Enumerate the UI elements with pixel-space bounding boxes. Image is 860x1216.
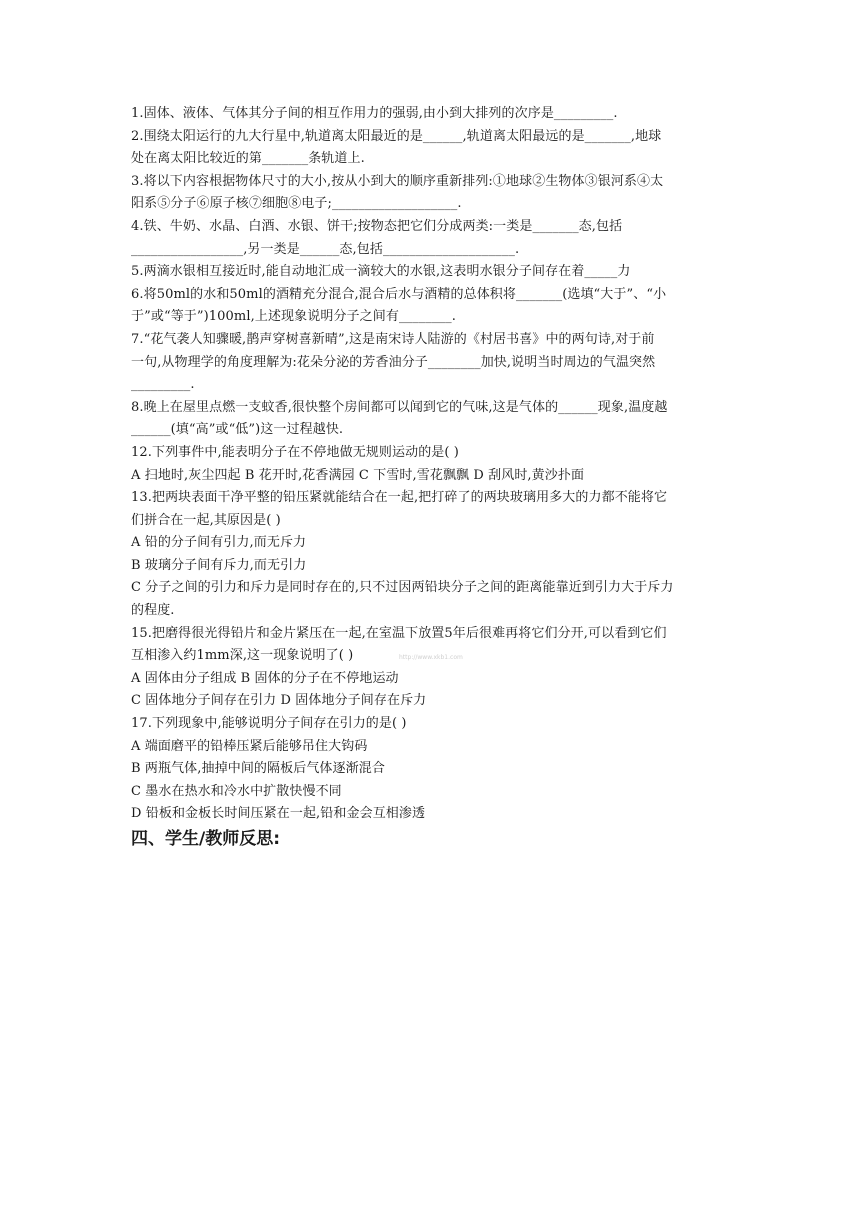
question-17-option-b: B 两瓶气体,抽掉中间的隔板后气体逐渐混合 [131, 761, 385, 777]
worksheet [131, 103, 731, 851]
question-8-line: 8.晚上在屋里点燃一支蚊香,很快整个房间都可以闻到它的气味,这是气体的______现象,温度越 [131, 399, 668, 415]
question-17-option-c: C 墨水在热水和冷水中扩散快慢不同 [131, 783, 342, 799]
question-2-line: 2.围绕太阳运行的九大行星中,轨道离太阳最近的是______,轨道离太阳最远的是_______,地球 [131, 128, 662, 144]
question-13-option-c: 的程度. [131, 603, 175, 619]
question-4-line: 4.铁、牛奶、水晶、白酒、水银、饼干;按物态把它们分成两类:一类是_______态,包括 [131, 218, 623, 234]
question-5-line: 5.两滴水银相互接近时,能自动地汇成一滴较大的水银,这表明水银分子间存在着_____力 [131, 264, 631, 280]
question-12-options: A 扫地时,灰尘四起 B 花开时,花香满园 C 下雪时,雪花飘飘 D 刮风时,黄沙扑面 [131, 467, 585, 483]
question-13-option-a: A 铅的分子间有引力,而无斥力 [131, 535, 307, 551]
question-13-option-c: C 分子之间的引力和斥力是同时存在的,只不过因两铅块分子之间的距离能靠近到引力大于斥力 [131, 580, 674, 596]
question-1-line: 1.固体、液体、气体其分子间的相互作用力的强弱,由小到大排列的次序是_________. [131, 106, 618, 121]
question-6-line: 6.将50ml的水和50ml的酒精充分混合,混合后水与酒精的总体积将_______(选填“大于”、“小 [131, 286, 667, 302]
question-13-stem: 13.把两块表面干净平整的铅压紧就能结合在一起,把打碎了的两块玻璃用多大的力都不能将它 [131, 490, 668, 506]
question-4-line: _________________,另一类是______态,包括____________________. [131, 241, 520, 257]
question-13-option-b: B 玻璃分子间有斥力,而无引力 [131, 557, 307, 573]
question-15-stem: 互相渗入约1mm深,这一现象说明了( ) [131, 648, 354, 664]
question-6-line: 于”或“等于”)100ml,上述现象说明分子之间有________. [131, 309, 456, 325]
question-7-line: _________. [131, 377, 195, 393]
section-heading: 四、学生/教师反思: [131, 829, 281, 849]
question-2-line: 处在离太阳比较近的第_______条轨道上. [131, 151, 365, 167]
question-13-stem: 们拼合在一起,其原因是( ) [131, 512, 281, 528]
question-17-stem: 17.下列现象中,能够说明分子间存在引力的是( ) [131, 716, 407, 732]
question-7-line: 一句,从物理学的角度理解为:花朵分泌的芳香油分子________加快,说明当时周边的气温突然 [131, 354, 656, 370]
question-12-stem: 12.下列事件中,能表明分子在不停地做无规则运动的是( ) [131, 444, 459, 460]
question-7-line: 7.“花气袭人知骤暖,鹊声穿树喜新晴”,这是南宋诗人陆游的《村居书喜》中的两句诗,对于前 [131, 331, 655, 347]
question-17-option-d: D 铅板和金板长时间压紧在一起,铅和金会互相渗透 [131, 806, 426, 822]
question-3-line: 3.将以下内容根据物体尺寸的大小,按从小到大的顺序重新排列:①地球②生物体③银河系④太 [131, 173, 664, 189]
question-17-option-a: A 端面磨平的铅棒压紧后能够吊住大钩码 [131, 738, 368, 754]
question-8-line: ______(填“高”或“低”)这一过程越快. [131, 422, 344, 438]
question-15-options: C 固体地分子间存在引力 D 固体地分子间存在斥力 [131, 693, 427, 709]
question-15-stem: 15.把磨得很光得铅片和金片紧压在一起,在室温下放置5年后很难再将它们分开,可以看到它们 [131, 625, 667, 641]
question-15-options: A 固体由分子组成 B 固体的分子在不停地运动 [131, 670, 399, 686]
question-3-line: 阳系⑤分子⑥原子核⑦细胞⑧电子;___________________. [131, 196, 462, 212]
watermark-text: http://www.xkb1.com [399, 654, 463, 661]
